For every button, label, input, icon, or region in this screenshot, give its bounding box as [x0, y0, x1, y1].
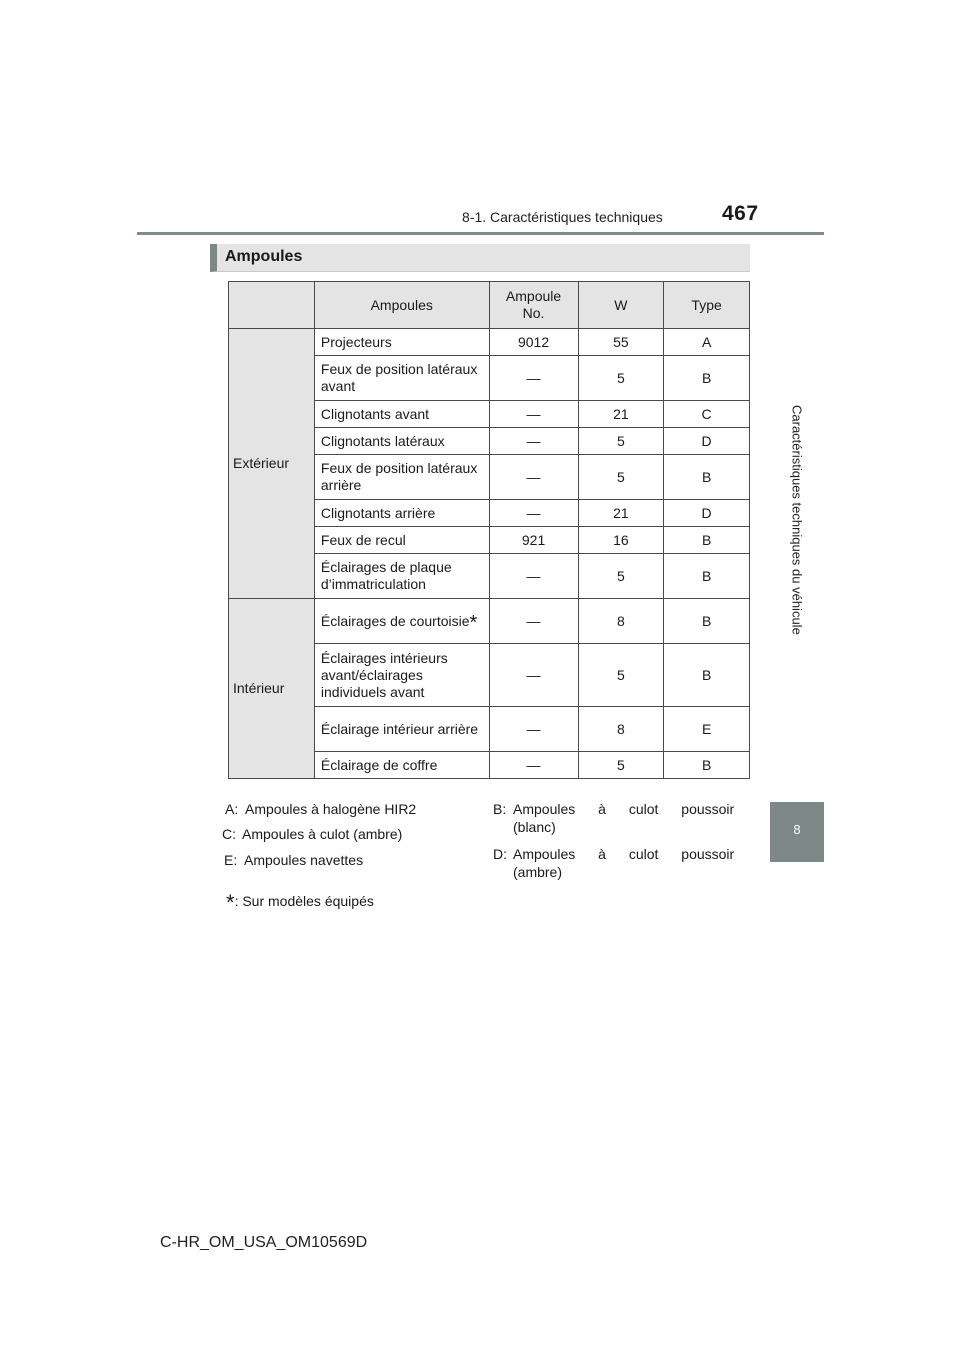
table-row — [229, 599, 750, 644]
row-watts: 21 — [578, 401, 664, 428]
legend-e-key: E: — [224, 852, 238, 868]
row-bulb-no: 921 — [489, 527, 578, 554]
row-bulb-no: — — [489, 707, 578, 752]
group-interior: Intérieur — [229, 599, 315, 779]
footnote — [226, 886, 374, 915]
row-bulb-name: Feux de position latéraux avant — [314, 356, 489, 401]
row-watts: 5 — [578, 644, 664, 707]
header-bulb-no: Ampoule No. — [489, 282, 578, 329]
side-tab-label — [770, 240, 824, 800]
row-watts: 5 — [578, 428, 664, 455]
section-heading-text: Ampoules — [225, 248, 303, 265]
row-bulb-name — [314, 599, 489, 644]
row-watts: 5 — [578, 752, 664, 779]
row-type: B — [664, 356, 750, 401]
row-bulb-name-text: Éclairages de courtoisie — [320, 613, 470, 629]
row-type: B — [664, 752, 750, 779]
bulbs-table — [228, 281, 750, 779]
side-tab-label-text: Caractéristiques techniques du véhicule — [789, 405, 805, 635]
legend-b-text: Ampoules à culot poussoir — [513, 801, 735, 817]
row-bulb-no: — — [489, 428, 578, 455]
side-tab-number-text: 8 — [793, 822, 801, 837]
row-type: B — [664, 644, 750, 707]
row-bulb-name: Feux de position latéraux arrière — [314, 455, 489, 500]
legend-c-text: Ampoules à culot (ambre) — [242, 826, 403, 842]
row-watts: 5 — [578, 554, 664, 599]
row-bulb-no: — — [489, 644, 578, 707]
legend-d-continuation: (ambre) — [513, 864, 563, 880]
row-bulb-name: Éclairages de plaque d’immatriculation — [314, 554, 489, 599]
row-watts: 5 — [578, 455, 664, 500]
row-watts: 8 — [578, 707, 664, 752]
row-bulb-name: Éclairage intérieur arrière — [314, 707, 489, 752]
row-type: B — [664, 554, 750, 599]
row-bulb-no: — — [489, 455, 578, 500]
table-row — [229, 329, 750, 356]
row-bulb-no: — — [489, 752, 578, 779]
header-rule — [137, 232, 824, 235]
footnote-marker: * — [469, 612, 478, 634]
row-type: E — [664, 707, 750, 752]
row-type: B — [664, 527, 750, 554]
header-type: Type — [664, 282, 750, 329]
section-heading — [210, 244, 750, 272]
document-code: C-HR_OM_USA_OM10569D — [160, 1234, 368, 1251]
row-bulb-no: — — [489, 554, 578, 599]
legend-b — [493, 800, 743, 836]
row-watts: 8 — [578, 599, 664, 644]
row-bulb-no: — — [489, 500, 578, 527]
row-watts: 5 — [578, 356, 664, 401]
header-watts: W — [578, 282, 664, 329]
footnote-marker: * — [226, 890, 235, 915]
side-tab-chapter-number — [770, 802, 824, 862]
row-type: B — [664, 455, 750, 500]
row-bulb-no: 9012 — [489, 329, 578, 356]
row-bulb-name: Clignotants avant — [314, 401, 489, 428]
row-type: D — [664, 428, 750, 455]
header-group-blank — [229, 282, 315, 329]
legend-d-text: Ampoules à culot poussoir — [513, 846, 735, 862]
row-type: B — [664, 599, 750, 644]
legend-e-text: Ampoules navettes — [244, 852, 364, 868]
legend-a — [225, 800, 475, 818]
row-watts: 21 — [578, 500, 664, 527]
row-type: A — [664, 329, 750, 356]
legend-c-key: C: — [222, 826, 236, 842]
row-bulb-name: Projecteurs — [314, 329, 489, 356]
row-watts: 55 — [578, 329, 664, 356]
row-type: C — [664, 401, 750, 428]
row-bulb-name: Éclairage de coffre — [314, 752, 489, 779]
row-bulb-name: Clignotants arrière — [314, 500, 489, 527]
row-bulb-no: — — [489, 356, 578, 401]
row-bulb-name: Éclairages intérieurs avant/éclairages individuels avant — [314, 644, 489, 707]
footnote-text: : Sur modèles équipés — [234, 893, 374, 909]
legend-a-key: A: — [225, 801, 239, 817]
group-exterior: Extérieur — [229, 329, 315, 599]
header-bulbs: Ampoules — [314, 282, 489, 329]
row-type: D — [664, 500, 750, 527]
table-header-row — [229, 282, 750, 329]
legend-b-continuation: (blanc) — [513, 819, 556, 835]
row-bulb-name: Feux de recul — [314, 527, 489, 554]
legend-b-key: B: — [493, 801, 507, 817]
row-watts: 16 — [578, 527, 664, 554]
legend-c — [222, 825, 475, 843]
page-number: 467 — [722, 202, 759, 225]
row-bulb-no: — — [489, 401, 578, 428]
row-bulb-name: Clignotants latéraux — [314, 428, 489, 455]
legend-d-key: D: — [493, 846, 507, 862]
legend-a-text: Ampoules à halogène HIR2 — [245, 801, 417, 817]
legend-d — [493, 845, 743, 881]
row-bulb-no: — — [489, 599, 578, 644]
legend-e — [224, 851, 475, 869]
page-header-title: 8-1. Caractéristiques techniques — [462, 209, 663, 225]
